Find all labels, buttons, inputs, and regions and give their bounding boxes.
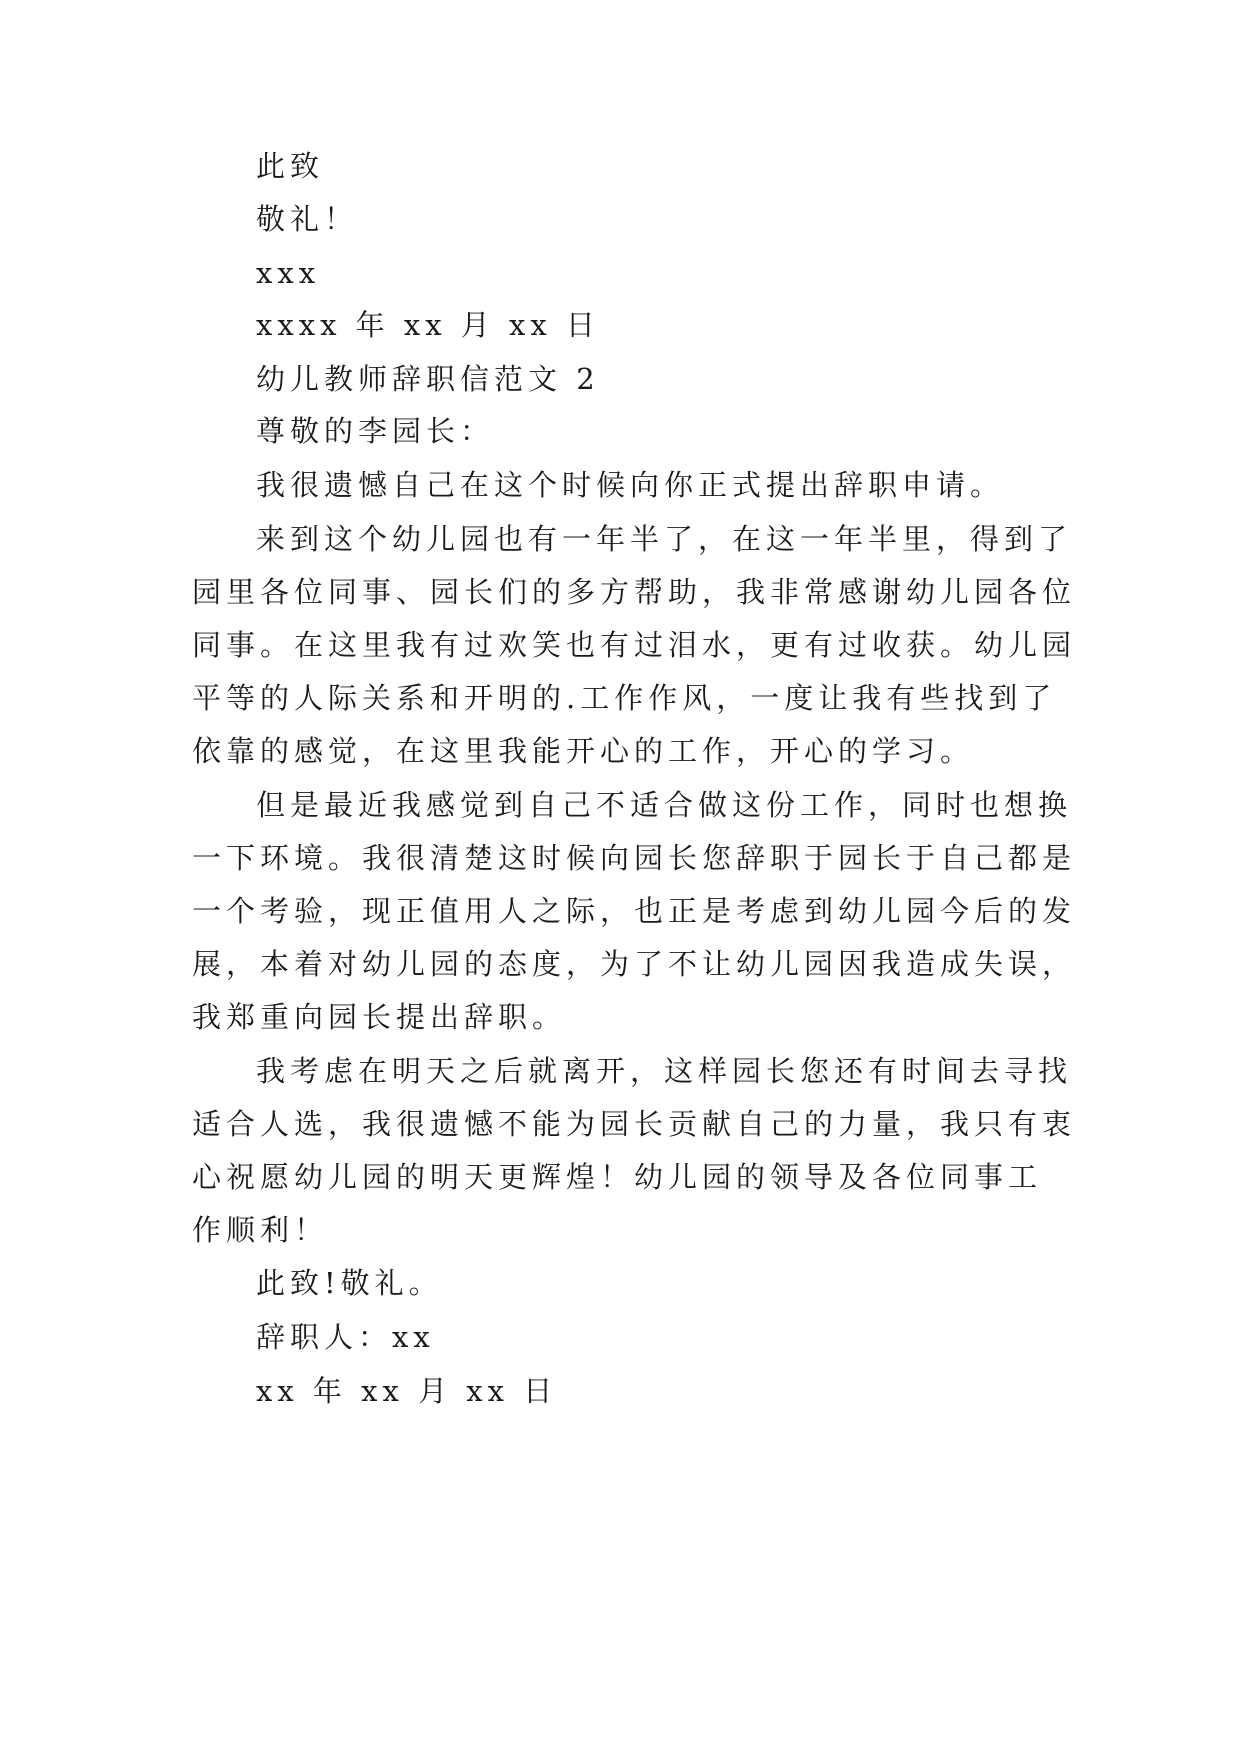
closing-line: 此致 bbox=[256, 149, 325, 183]
paragraph-line: 展，本着对幼儿园的态度，为了不让幼儿园因我造成失误， bbox=[192, 947, 1077, 981]
paragraph-line: 我很遗憾自己在这个时候向你正式提出辞职申请。 bbox=[256, 468, 1005, 502]
paragraph-line: 平等的人际关系和开明的.工作作风，一度让我有些找到了 bbox=[192, 681, 1057, 715]
paragraph-line: 来到这个幼儿园也有一年半了，在这一年半里，得到了 bbox=[256, 522, 1073, 556]
paragraph-line: 园里各位同事、园长们的多方帮助，我非常感谢幼儿园各位 bbox=[192, 575, 1077, 609]
signer-name: xxx bbox=[256, 256, 321, 290]
paragraph-line: 我郑重向园长提出辞职。 bbox=[192, 1000, 567, 1034]
salutation: 尊敬的李园长： bbox=[256, 414, 495, 448]
paragraph-line: 我考虑在明天之后就离开，这样园长您还有时间去寻找 bbox=[256, 1054, 1073, 1088]
section-heading: 幼儿教师辞职信范文 2 bbox=[256, 362, 600, 396]
closing-line: 此致!敬礼。 bbox=[256, 1266, 443, 1300]
closing-salute: 敬礼！ bbox=[256, 202, 359, 236]
paragraph-line: 作顺利！ bbox=[192, 1213, 329, 1247]
date-line: xx 年 xx 月 xx 日 bbox=[256, 1374, 558, 1408]
paragraph-line: 一个考验，现正值用人之际，也正是考虑到幼儿园今后的发 bbox=[192, 894, 1077, 928]
paragraph-line: 依靠的感觉，在这里我能开心的工作，开心的学习。 bbox=[192, 734, 975, 768]
paragraph-line: 适合人选，我很遗憾不能为园长贡献自己的力量，我只有衷 bbox=[192, 1107, 1077, 1141]
date-line: xxxx 年 xx 月 xx 日 bbox=[256, 308, 600, 342]
signer-name: 辞职人：xx bbox=[256, 1320, 435, 1354]
paragraph-line: 但是最近我感觉到自己不适合做这份工作，同时也想换 bbox=[256, 788, 1073, 822]
paragraph-line: 心祝愿幼儿园的明天更辉煌！幼儿园的领导及各位同事工 bbox=[192, 1160, 1043, 1194]
paragraph-line: 一下环境。我很清楚这时候向园长您辞职于园长于自己都是 bbox=[192, 841, 1077, 875]
paragraph-line: 同事。在这里我有过欢笑也有过泪水，更有过收获。幼儿园 bbox=[192, 628, 1077, 662]
